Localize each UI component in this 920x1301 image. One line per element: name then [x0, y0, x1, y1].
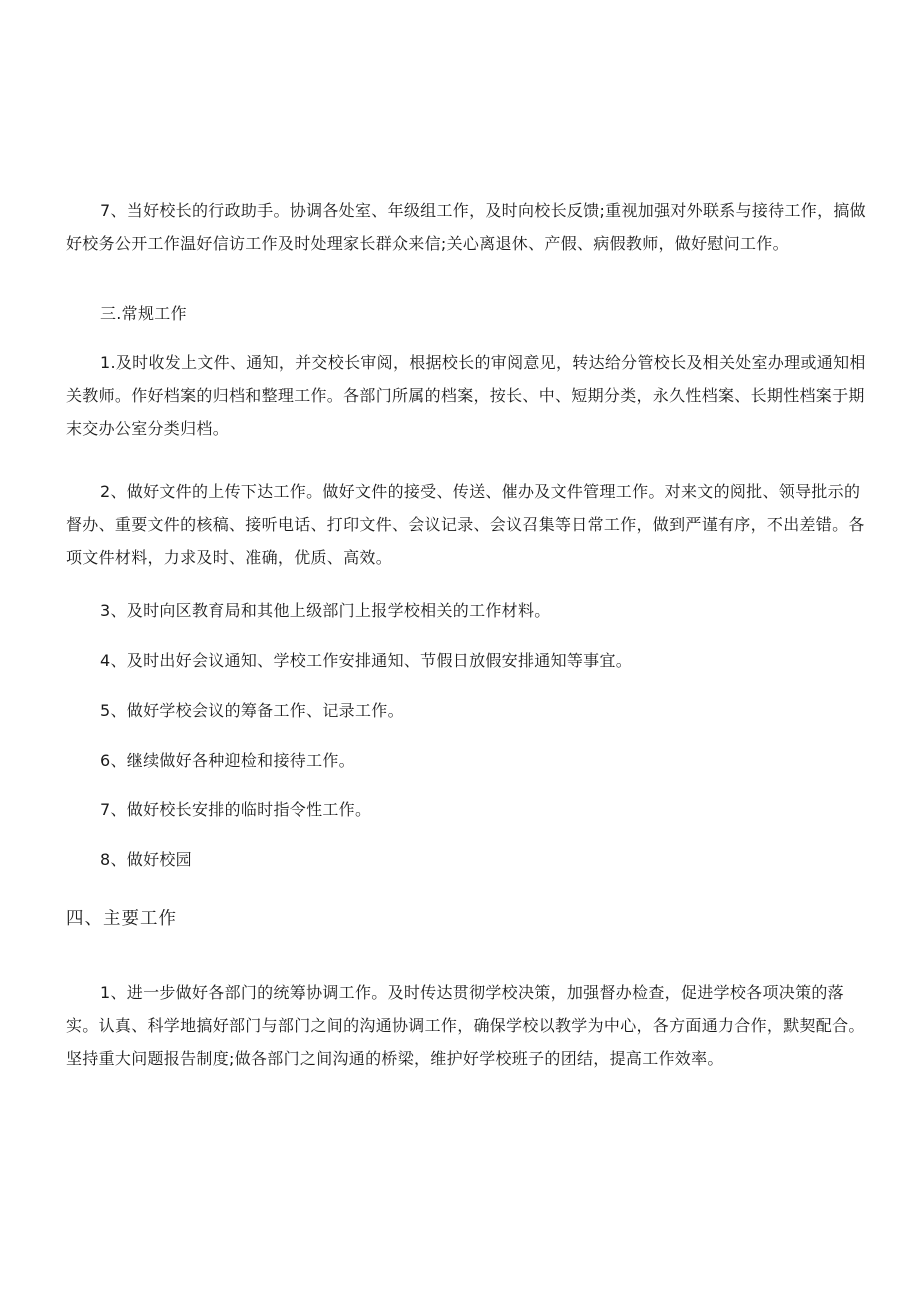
routine-item-3: 3、及时向区教育局和其他上级部门上报学校相关的工作材料。 — [100, 601, 551, 620]
routine-item-4: 4、及时出好会议通知、学校工作安排通知、节假日放假安排通知等事宜。 — [100, 651, 633, 670]
section-heading-main: 四、主要工作 — [66, 909, 177, 929]
paragraph-intro-7: 7、当好校长的行政助手。协调各处室、年级组工作，及时向校长反馈;重视加强对外联系与接待工作，搞做好校务公开工作温好信访工作及时处理家长群众来信;关心离退休、产假、病假教师，做好慰问工作。 — [66, 201, 866, 253]
routine-item-2: 2、做好文件的上传下达工作。做好文件的接受、传送、催办及文件管理工作。对来文的阅批、领导批示的督办、重要文件的核稿、接听电话、打印文件、会议记录、会议召集等日常工作，做到严谨有序，不出差错。各项文件材料，力求及时、准确，优质、高效。 — [66, 482, 865, 567]
routine-item-7: 7、做好校长安排的临时指令性工作。 — [100, 800, 372, 819]
section-heading-routine: 三.常规工作 — [100, 304, 187, 323]
routine-item-6: 6、继续做好各种迎检和接待工作。 — [100, 751, 355, 770]
routine-item-1: 1.及时收发上文件、通知，并交校长审阅，根据校长的审阅意见，转达给分管校长及相关处室办理或通知相关教师。作好档案的归档和整理工作。各部门所属的档案，按长、中、短期分类，永久性档案、长期性档案于期末交办公室分类归档。 — [66, 353, 866, 438]
routine-item-5: 5、做好学校会议的筹备工作、记录工作。 — [100, 701, 404, 720]
routine-item-8: 8、做好校园 — [100, 850, 192, 869]
main-item-1: 1、进一步做好各部门的统筹协调工作。及时传达贯彻学校决策，加强督办检查，促进学校各项决策的落实。认真、科学地搞好部门与部门之间的沟通协调工作，确保学校以教学为中心，各方面通力合作，默契配合。坚持重大问题报告制度;做各部门之间沟通的桥梁，维护好学校班子的团结，提高工作效率。 — [66, 983, 865, 1068]
